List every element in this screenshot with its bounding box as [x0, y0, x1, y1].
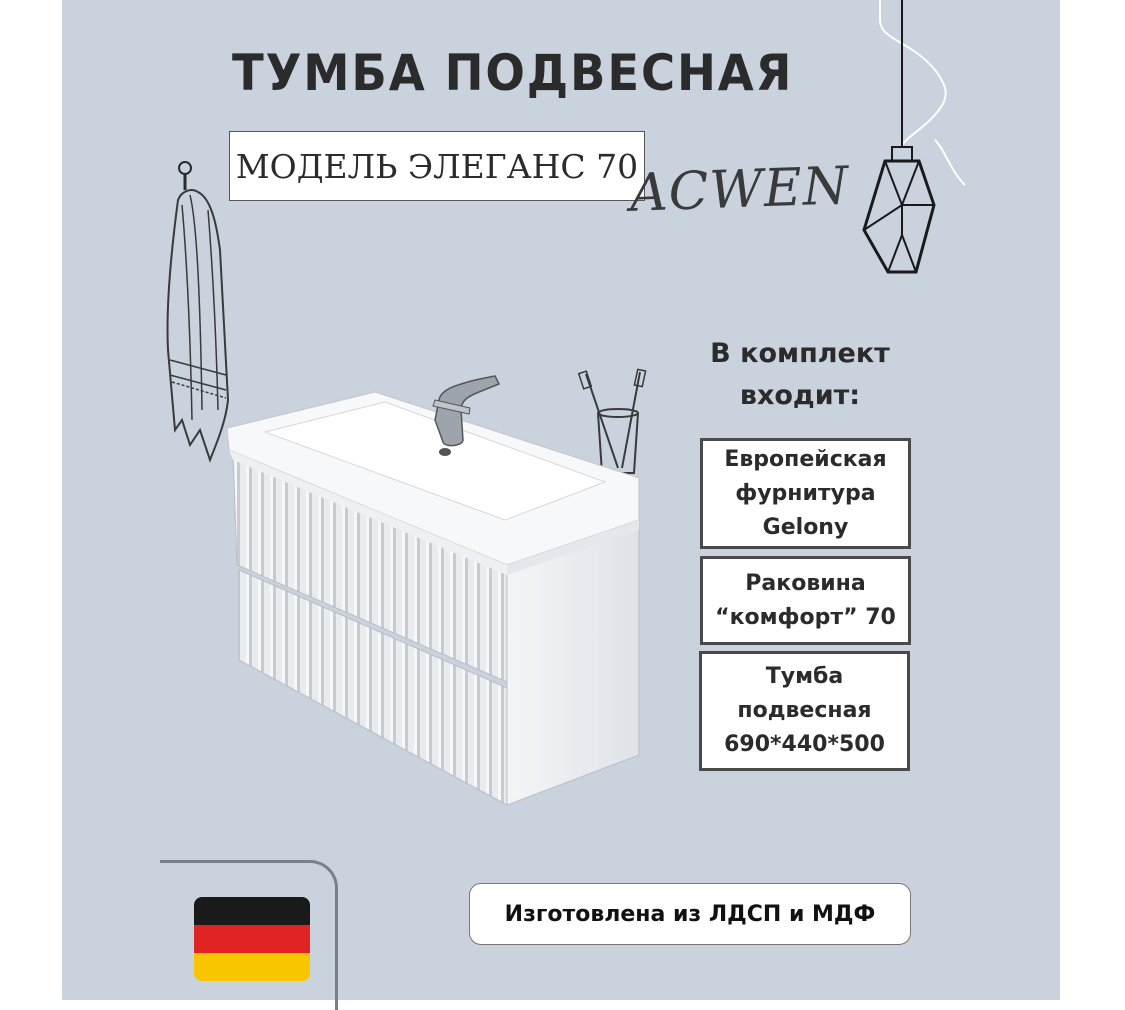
page-title: ТУМБА ПОДВЕСНАЯ: [232, 44, 794, 102]
kit-item-sink: [700, 556, 911, 645]
germany-flag-icon: [194, 897, 310, 981]
vanity-cabinet-image: [225, 370, 655, 810]
kit-item-label: Раковина “комфорт” 70: [715, 570, 896, 630]
model-label: МОДЕЛЬ ЭЛЕГАНС 70: [235, 146, 639, 186]
material-label-box: [469, 883, 911, 945]
kit-item-label: Тумба подвесная 690*440*500: [724, 664, 885, 757]
model-label-box: [229, 131, 645, 201]
kit-item-fittings: [700, 438, 911, 549]
brand-logo: ACWEN: [629, 156, 851, 224]
kit-item-cabinet: [699, 651, 910, 771]
material-label: Изготовлена из ЛДСП и МДФ: [504, 901, 876, 927]
kit-heading: В комплект входит:: [710, 338, 890, 411]
kit-item-label: Европейская фурнитура Gelony: [724, 446, 887, 540]
pendant-lamp-icon: [840, 0, 980, 290]
